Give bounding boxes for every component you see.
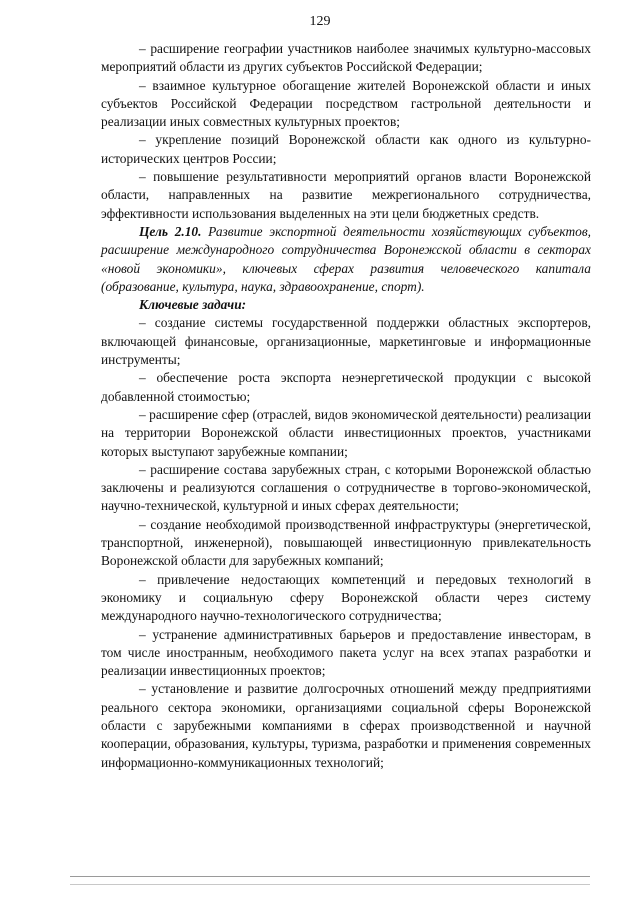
list-item: – установление и развитие долгосрочных отношений между предприятиями реального сектора экономики, организациями социальной сферы Воронежской области с зарубежными компаниями в сферах производственной и научной кооперации, образования, культуры, туризма, разработки и применения современных информационно-коммуникационных технологий;: [101, 681, 591, 770]
list-item: – взаимное культурное обогащение жителей Воронежской области и иных субъектов Российской Федерации посредством гастрольной деятельности и реализации иных совместных культурных проектов;: [101, 77, 591, 130]
goal-paragraph: [101, 223, 591, 296]
list-item: – обеспечение роста экспорта неэнергетической продукции с высокой добавленной стоимостью;: [101, 370, 591, 404]
list-item: – устранение административных барьеров и предоставление инвесторам, в том числе иностранным, необходимого пакета услуг на всех этапах разработки и реализации инвестиционных проектов;: [101, 626, 591, 679]
list-item: – создание системы государственной поддержки областных экспортеров, включающей финансовые, организационные, маркетинговые и информационные инструменты;: [101, 315, 591, 368]
page-number: 129: [309, 14, 331, 29]
list-item: – укрепление позиций Воронежской области как одного из культурно-исторических центров России;: [101, 132, 591, 166]
goal-label: Цель 2.10.: [139, 223, 202, 239]
list-item: – создание необходимой производственной инфраструктуры (энергетической, транспортной, инженерной), повышающей инвестиционную привлекательность Воронежской области для зарубежных компаний;: [101, 516, 591, 569]
scan-edge-line: [70, 876, 590, 877]
list-item: – расширение сфер (отраслей, видов экономической деятельности) реализации на территории Воронежской области инвестиционных проектов, участниками которых выступают зарубежные компании;: [101, 406, 591, 459]
list-item: – расширение состава зарубежных стран, с которыми Воронежской областью заключены и реализуются соглашения о сотрудничестве в торгово-экономической, научно-технической, культурной и иных сферах деятельности;: [101, 461, 591, 514]
tasks-heading: Ключевые задачи:: [139, 297, 247, 313]
goal-text: Развитие экспортной деятельности хозяйствующих субъектов, расширение международного сотрудничества Воронежской области в секторах «новой экономики», ключевых сферах развития человеческого капитала (образование, культура, наука, здравоохранение, спорт).: [101, 223, 591, 294]
document-body: [101, 40, 591, 772]
list-item: – привлечение недостающих компетенций и передовых технологий в экономику и социальную сферу Воронежской области через систему международного научно-технологического сотрудничества;: [101, 571, 591, 624]
scan-edge-line: [70, 884, 590, 885]
list-item: – повышение результативности мероприятий органов власти Воронежской области, направленных на развитие межрегионального сотрудничества, эффективности использования выделенных на эти цели бюджетных средств.: [101, 169, 591, 221]
list-item: – расширение географии участников наиболее значимых культурно-массовых мероприятий области из других субъектов Российской Федерации;: [101, 41, 591, 75]
